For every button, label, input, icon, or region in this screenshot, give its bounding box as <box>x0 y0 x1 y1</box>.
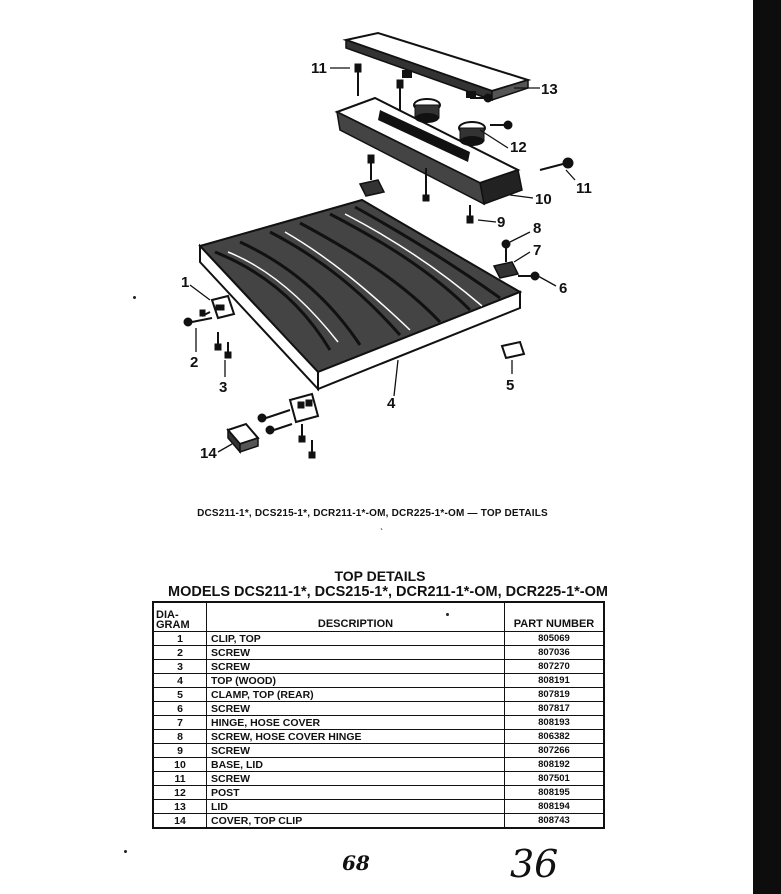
scan-speck <box>133 296 136 299</box>
callout-6: 6 <box>559 280 568 297</box>
row-description: POST <box>207 786 505 800</box>
row-number: 8 <box>153 730 207 744</box>
table-row <box>153 702 604 716</box>
row-description: SCREW <box>207 744 505 758</box>
row-part-number: 808192 <box>505 758 605 772</box>
row-number: 6 <box>153 702 207 716</box>
header-diagram: DIA-GRAM <box>153 602 207 632</box>
scan-speck <box>124 850 127 853</box>
parts-table <box>152 601 605 829</box>
row-part-number: 807036 <box>505 646 605 660</box>
row-number: 10 <box>153 758 207 772</box>
scan-mark: ˋ <box>380 528 384 539</box>
rear-clamp-part <box>502 342 524 358</box>
row-description: TOP (WOOD) <box>207 674 505 688</box>
table-row <box>153 800 604 814</box>
handwritten-page-code: 68 <box>342 851 370 875</box>
row-number: 9 <box>153 744 207 758</box>
row-number: 11 <box>153 772 207 786</box>
table-row <box>153 646 604 660</box>
callout-1: 1 <box>181 274 190 291</box>
row-number: 3 <box>153 660 207 674</box>
row-number: 1 <box>153 632 207 646</box>
row-description: SCREW <box>207 702 505 716</box>
handwritten-page-number: 36 <box>510 842 559 886</box>
callout-2: 2 <box>190 354 199 371</box>
row-description: CLAMP, TOP (REAR) <box>207 688 505 702</box>
row-part-number: 808191 <box>505 674 605 688</box>
callout-4: 4 <box>387 395 396 412</box>
row-part-number: 807817 <box>505 702 605 716</box>
row-number: 13 <box>153 800 207 814</box>
table-row <box>153 688 604 702</box>
scan-speck <box>446 613 449 616</box>
table-row <box>153 674 604 688</box>
table-subtitle: MODELS DCS211-1*, DCS215-1*, DCR211-1*-OM, DCR225-1*-OM <box>168 584 608 600</box>
callout-11: 11 <box>311 60 327 77</box>
lid-part <box>346 33 528 100</box>
row-part-number: 808743 <box>505 814 605 829</box>
table-row <box>153 814 604 829</box>
callout-5: 5 <box>506 377 515 394</box>
parts-table-header <box>153 602 604 632</box>
row-part-number: 808193 <box>505 716 605 730</box>
row-part-number: 807266 <box>505 744 605 758</box>
row-description: HINGE, HOSE COVER <box>207 716 505 730</box>
callout-11b: 11 <box>576 180 592 197</box>
table-row <box>153 632 604 646</box>
diagram-caption: DCS211-1*, DCS215-1*, DCR211-1*-OM, DCR225-1*-OM — TOP DETAILS <box>197 508 548 519</box>
row-number: 14 <box>153 814 207 829</box>
callout-12: 12 <box>510 139 527 156</box>
row-description: SCREW, HOSE COVER HINGE <box>207 730 505 744</box>
row-description: SCREW <box>207 660 505 674</box>
header-part-number: PART NUMBER <box>505 602 605 632</box>
row-part-number: 807270 <box>505 660 605 674</box>
row-part-number: 806382 <box>505 730 605 744</box>
row-description: SCREW <box>207 772 505 786</box>
row-number: 5 <box>153 688 207 702</box>
header-description: DESCRIPTION <box>207 602 505 632</box>
row-part-number: 808194 <box>505 800 605 814</box>
wood-top-part <box>200 200 520 389</box>
table-row <box>153 744 604 758</box>
table-row <box>153 786 604 800</box>
row-part-number: 807819 <box>505 688 605 702</box>
row-number: 12 <box>153 786 207 800</box>
table-row <box>153 758 604 772</box>
row-description: SCREW <box>207 646 505 660</box>
row-description: COVER, TOP CLIP <box>207 814 505 829</box>
row-part-number: 807501 <box>505 772 605 786</box>
callout-10: 10 <box>535 191 552 208</box>
callout-7: 7 <box>533 242 542 259</box>
row-description: BASE, LID <box>207 758 505 772</box>
callout-13: 13 <box>541 81 558 98</box>
row-description: LID <box>207 800 505 814</box>
callout-9: 9 <box>497 214 506 231</box>
table-row <box>153 772 604 786</box>
row-part-number: 805069 <box>505 632 605 646</box>
callout-3: 3 <box>219 379 228 396</box>
table-row <box>153 716 604 730</box>
callout-8: 8 <box>533 220 542 237</box>
row-description: CLIP, TOP <box>207 632 505 646</box>
table-row <box>153 730 604 744</box>
row-number: 2 <box>153 646 207 660</box>
table-title: TOP DETAILS <box>334 568 426 584</box>
callout-14: 14 <box>200 445 217 462</box>
top-clip-cover-part <box>228 394 318 458</box>
row-number: 4 <box>153 674 207 688</box>
row-part-number: 808195 <box>505 786 605 800</box>
clip-top-part <box>184 296 234 358</box>
table-row <box>153 660 604 674</box>
row-number: 7 <box>153 716 207 730</box>
clamp-part <box>360 180 384 196</box>
